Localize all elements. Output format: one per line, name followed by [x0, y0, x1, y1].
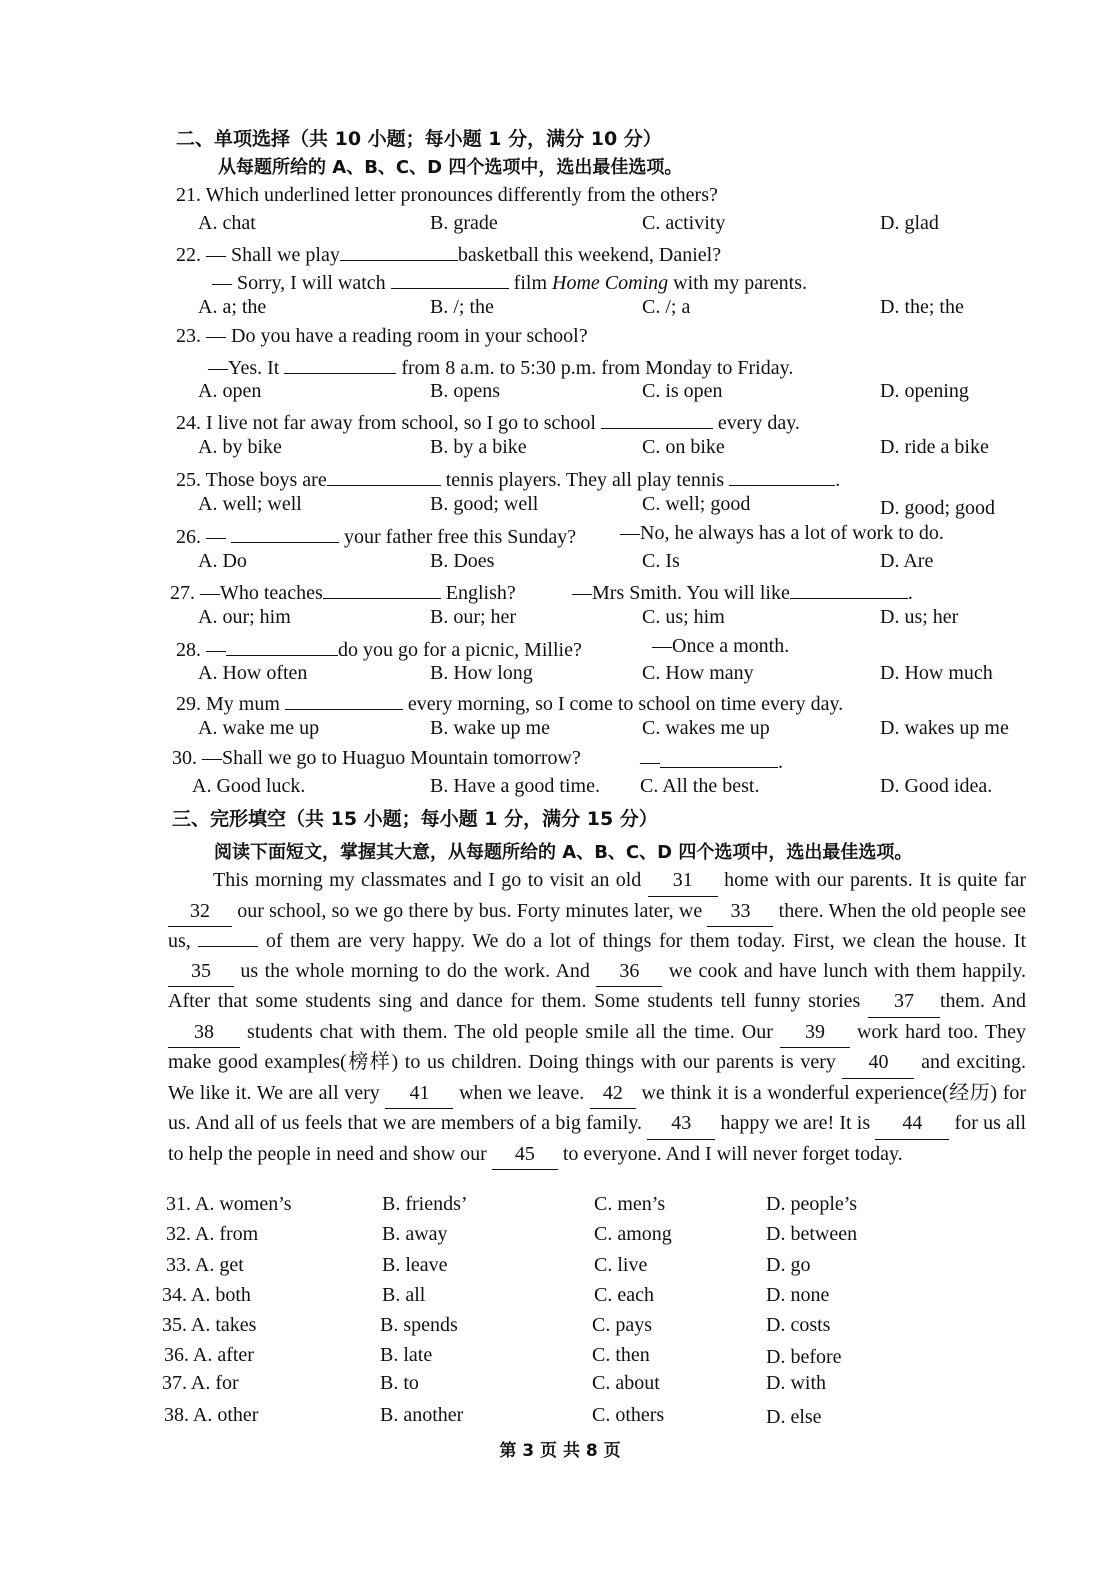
cloze-passage: This morning my classmates and I go to visit an old 31 home with our parents. It is quite far 32 our school, so we go there by bus. Forty minutes later, we 33 there. When the old people see us, of them are very happy. We do a lot of things for them today. First, we clean the house. It 35 us the whole morning to do the work. And 36 we cook and have lunch with them happily. After that some students sing and dance for them. Some students tell funny stories 37 them. And 38 students chat with them. The old people smile all the time. Our 39 work hard too. They make good examples(榜样) to us children. Doing things with our parents is very 40 and exciting. We like it. We are all very 41 when we leave. 42 we think it is a wonderful experience(经历) for us. And all of us feels that we are members of a big family. 43 happy we are! It is 44 for us all to help the people in need and show our 45 to everyone. And I will never forget today. [168, 866, 1026, 1170]
cloze-36-option-c: C. then [592, 1344, 650, 1366]
q28-option-b: B. How long [430, 662, 533, 684]
cloze-31-option-b: B. friends’ [382, 1193, 468, 1215]
cloze-blank-33: 33 [707, 897, 773, 928]
question-25-stem: 25. Those boys are tennis players. They all play tennis . [176, 465, 840, 492]
answer-blank [340, 240, 458, 261]
cloze-37-option-b: B. to [380, 1372, 419, 1394]
q25-option-b: B. good; well [430, 493, 539, 515]
q22-option-d: D. the; the [880, 296, 964, 318]
cloze-blank-45: 45 [492, 1140, 558, 1171]
question-21-stem: 21. Which underlined letter pronounces differently from the others? [176, 184, 718, 206]
answer-blank [601, 408, 713, 429]
cloze-37-option-d: D. with [766, 1372, 826, 1394]
cloze-33-option-c: C. live [594, 1254, 648, 1276]
answer-blank [285, 689, 403, 710]
q30-option-d: D. Good idea. [880, 775, 993, 797]
q25-option-a: A. well; well [198, 493, 302, 515]
question-28-stem: 28. — do you go for a picnic, Millie? [176, 635, 582, 662]
cloze-34-option-a: 34. A. both [162, 1284, 251, 1306]
q23-option-a: A. open [198, 380, 262, 402]
q24-option-c: C. on bike [642, 436, 725, 458]
q23-option-d: D. opening [880, 380, 969, 402]
question-28-response: —Once a month. [652, 635, 790, 657]
question-26-response: —No, he always has a lot of work to do. [620, 522, 944, 544]
q22-option-b: B. /; the [430, 296, 494, 318]
q27-option-b: B. our; her [430, 606, 517, 628]
question-23-stem-line2: —Yes. It from 8 a.m. to 5:30 p.m. from Monday to Friday. [208, 353, 793, 380]
cloze-33-option-a: 33. A. get [166, 1254, 244, 1276]
cloze-35-option-d: D. costs [766, 1314, 831, 1336]
cloze-32-option-a: 32. A. from [166, 1223, 259, 1245]
q26-option-c: C. Is [642, 550, 680, 572]
cloze-blank-36: 36 [596, 957, 662, 988]
cloze-blank-43: 43 [647, 1109, 715, 1140]
question-27-stem: 27. —Who teaches English? [170, 578, 516, 605]
answer-blank [391, 268, 509, 289]
answer-blank [323, 578, 441, 599]
q21-option-d: D. glad [880, 212, 939, 234]
cloze-38-option-a: 38. A. other [164, 1404, 259, 1426]
cloze-34-option-c: C. each [594, 1284, 654, 1306]
q29-option-b: B. wake up me [430, 717, 550, 739]
cloze-37-option-c: C. about [592, 1372, 660, 1394]
q22-option-a: A. a; the [198, 296, 267, 318]
cloze-36-option-b: B. late [380, 1344, 433, 1366]
q30-option-c: C. All the best. [640, 775, 760, 797]
question-23-stem-line1: 23. — Do you have a reading room in your school? [176, 325, 588, 347]
q30-option-b: B. Have a good time. [430, 775, 600, 797]
answer-blank [660, 747, 778, 768]
cloze-32-option-b: B. away [382, 1223, 448, 1245]
cloze-blank-35: 35 [168, 957, 234, 988]
section-3-instruction: 阅读下面短文，掌握其大意，从每题所给的 A、B、C、D 四个选项中，选出最佳选项。 [214, 842, 913, 863]
q27-option-c: C. us; him [642, 606, 725, 628]
q21-option-a: A. chat [198, 212, 256, 234]
q29-option-d: D. wakes up me [880, 717, 1009, 739]
cloze-blank-31: 31 [648, 866, 718, 897]
cloze-35-option-c: C. pays [592, 1314, 652, 1336]
page-number: 第 3 页 共 8 页 [499, 1441, 621, 1461]
question-26-stem: 26. — your father free this Sunday? [176, 522, 576, 549]
q23-option-b: B. opens [430, 380, 500, 402]
section-2-instruction: 从每题所给的 A、B、C、D 四个选项中，选出最佳选项。 [218, 157, 683, 178]
q21-option-c: C. activity [642, 212, 726, 234]
q28-option-d: D. How much [880, 662, 993, 684]
section-3-title: 三、完形填空（共 15 小题；每小题 1 分，满分 15 分） [172, 808, 658, 830]
q26-option-d: D. Are [880, 550, 934, 572]
cloze-36-option-d: D. before [766, 1346, 842, 1368]
cloze-36-option-a: 36. A. after [164, 1344, 254, 1366]
question-22-stem-line1: 22. — Shall we play basketball this weekend, Daniel? [176, 240, 721, 267]
cloze-blank-40: 40 [842, 1048, 914, 1079]
cloze-blank-42: 42 [590, 1079, 636, 1110]
q24-option-b: B. by a bike [430, 436, 527, 458]
cloze-31-option-d: D. people’s [766, 1193, 858, 1215]
cloze-31-option-a: 31. A. women’s [166, 1193, 292, 1215]
q22-option-c: C. /; a [642, 296, 691, 318]
cloze-34-option-b: B. all [382, 1284, 426, 1306]
cloze-blank-38: 38 [168, 1018, 240, 1049]
q21-option-b: B. grade [430, 212, 498, 234]
q26-option-b: B. Does [430, 550, 495, 572]
answer-blank [790, 578, 908, 599]
q27-option-a: A. our; him [198, 606, 291, 628]
question-27-response: —Mrs Smith. You will like . [572, 578, 913, 605]
cloze-blank-32: 32 [168, 897, 232, 928]
q24-option-a: A. by bike [198, 436, 282, 458]
q30-option-a: A. Good luck. [192, 775, 306, 797]
cloze-blank-37: 37 [868, 987, 940, 1018]
cloze-38-option-d: D. else [766, 1406, 822, 1428]
q25-option-c: C. well; good [642, 493, 751, 515]
cloze-34-option-d: D. none [766, 1284, 830, 1306]
cloze-blank-44: 44 [875, 1109, 949, 1140]
cloze-33-option-b: B. leave [382, 1254, 448, 1276]
answer-blank [327, 465, 441, 486]
cloze-blank-34 [198, 946, 258, 947]
cloze-38-option-c: C. others [592, 1404, 665, 1426]
cloze-32-option-c: C. among [594, 1223, 672, 1245]
cloze-blank-41: 41 [385, 1079, 453, 1110]
cloze-blank-39: 39 [780, 1018, 850, 1049]
section-2-title: 二、单项选择（共 10 小题；每小题 1 分，满分 10 分） [176, 128, 662, 150]
cloze-38-option-b: B. another [380, 1404, 464, 1426]
q26-option-a: A. Do [198, 550, 247, 572]
answer-blank [226, 635, 338, 656]
question-30-response: — . [640, 747, 783, 774]
cloze-31-option-c: C. men’s [594, 1193, 666, 1215]
question-29-stem: 29. My mum every morning, so I come to school on time every day. [176, 689, 843, 716]
q23-option-c: C. is open [642, 380, 723, 402]
cloze-35-option-b: B. spends [380, 1314, 458, 1336]
q24-option-d: D. ride a bike [880, 436, 989, 458]
question-30-stem: 30. —Shall we go to Huaguo Mountain tomorrow? [172, 747, 581, 769]
answer-blank [284, 353, 396, 374]
q28-option-a: A. How often [198, 662, 308, 684]
q29-option-c: C. wakes me up [642, 717, 770, 739]
question-24-stem: 24. I live not far away from school, so I go to school every day. [176, 408, 800, 435]
cloze-35-option-a: 35. A. takes [162, 1314, 257, 1336]
q25-option-d: D. good; good [880, 497, 995, 519]
q28-option-c: C. How many [642, 662, 754, 684]
q27-option-d: D. us; her [880, 606, 959, 628]
cloze-32-option-d: D. between [766, 1223, 858, 1245]
answer-blank [231, 522, 339, 543]
cloze-37-option-a: 37. A. for [162, 1372, 239, 1394]
answer-blank [729, 465, 835, 486]
q29-option-a: A. wake me up [198, 717, 320, 739]
cloze-33-option-d: D. go [766, 1254, 811, 1276]
question-22-stem-line2: — Sorry, I will watch film Home Coming with my parents. [212, 268, 807, 295]
